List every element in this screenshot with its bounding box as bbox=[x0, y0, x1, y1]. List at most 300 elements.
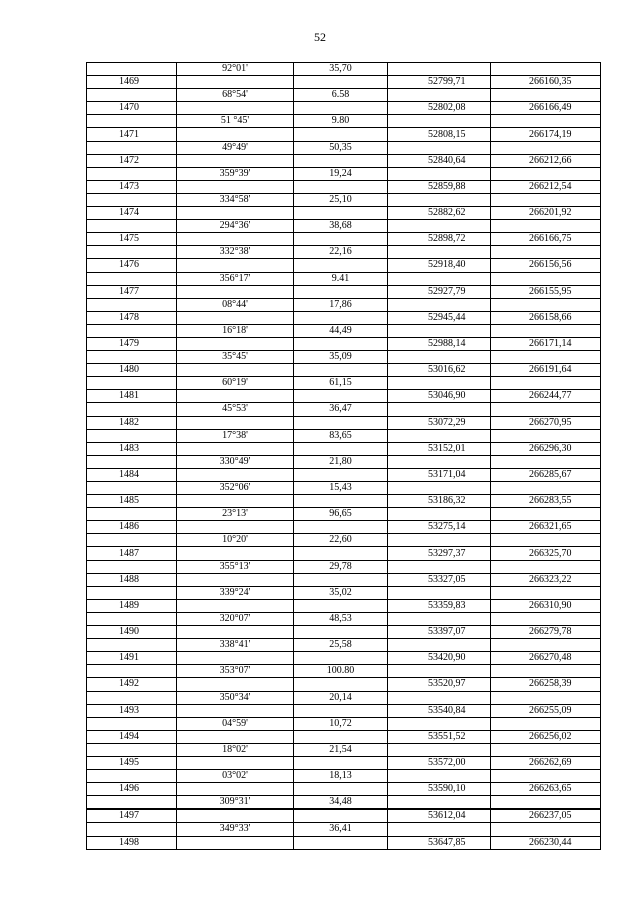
coordinate-x-cell: 266258,39 bbox=[491, 678, 601, 691]
segment-row bbox=[87, 115, 601, 128]
segment-distance-cell: 9.80 bbox=[294, 115, 388, 128]
point-blank-cell bbox=[177, 468, 294, 481]
segment-angle-cell: 356°17' bbox=[177, 272, 294, 285]
coordinate-y-cell: 52802,08 bbox=[388, 102, 491, 115]
point-row bbox=[87, 730, 601, 743]
segment-blank-cell bbox=[87, 377, 177, 390]
segment-blank-cell bbox=[388, 324, 491, 337]
coordinate-x-cell: 266321,65 bbox=[491, 521, 601, 534]
segment-distance-cell: 25,10 bbox=[294, 193, 388, 206]
segment-row bbox=[87, 560, 601, 573]
segment-angle-cell: 353°07' bbox=[177, 665, 294, 678]
point-number-cell: 1492 bbox=[87, 678, 177, 691]
segment-blank-cell bbox=[87, 220, 177, 233]
point-blank-cell bbox=[177, 678, 294, 691]
segment-distance-cell: 61,15 bbox=[294, 377, 388, 390]
point-blank-cell bbox=[177, 809, 294, 823]
segment-blank-cell bbox=[87, 429, 177, 442]
segment-blank-cell bbox=[388, 665, 491, 678]
segment-angle-cell: 08°44' bbox=[177, 298, 294, 311]
coordinate-y-cell: 53540,84 bbox=[388, 704, 491, 717]
coordinate-y-cell: 53612,04 bbox=[388, 809, 491, 823]
point-row bbox=[87, 102, 601, 115]
point-blank-cell bbox=[294, 783, 388, 796]
point-blank-cell bbox=[294, 468, 388, 481]
segment-blank-cell bbox=[491, 796, 601, 810]
point-row bbox=[87, 416, 601, 429]
point-number-cell: 1497 bbox=[87, 809, 177, 823]
segment-blank-cell bbox=[388, 482, 491, 495]
coordinate-y-cell: 53572,00 bbox=[388, 756, 491, 769]
segment-row bbox=[87, 429, 601, 442]
segment-blank-cell bbox=[87, 272, 177, 285]
segment-angle-cell: 49°49' bbox=[177, 141, 294, 154]
point-row bbox=[87, 547, 601, 560]
segment-distance-cell: 19,24 bbox=[294, 167, 388, 180]
segment-row bbox=[87, 351, 601, 364]
point-blank-cell bbox=[294, 495, 388, 508]
segment-row bbox=[87, 141, 601, 154]
point-number-cell: 1486 bbox=[87, 521, 177, 534]
point-blank-cell bbox=[177, 626, 294, 639]
coordinate-y-cell: 52918,40 bbox=[388, 259, 491, 272]
coordinate-y-cell: 52927,79 bbox=[388, 285, 491, 298]
segment-row bbox=[87, 534, 601, 547]
segment-blank-cell bbox=[491, 586, 601, 599]
segment-blank-cell bbox=[491, 560, 601, 573]
segment-row bbox=[87, 665, 601, 678]
segment-blank-cell bbox=[87, 612, 177, 625]
segment-angle-cell: 60°19' bbox=[177, 377, 294, 390]
coordinate-y-cell: 52859,88 bbox=[388, 180, 491, 193]
point-blank-cell bbox=[294, 416, 388, 429]
coordinate-y-cell: 52945,44 bbox=[388, 311, 491, 324]
coordinate-x-cell: 266155,95 bbox=[491, 285, 601, 298]
point-blank-cell bbox=[294, 521, 388, 534]
segment-blank-cell bbox=[388, 272, 491, 285]
point-blank-cell bbox=[177, 259, 294, 272]
coordinate-x-cell: 266325,70 bbox=[491, 547, 601, 560]
segment-blank-cell bbox=[87, 115, 177, 128]
point-number-cell: 1481 bbox=[87, 390, 177, 403]
segment-row bbox=[87, 691, 601, 704]
point-blank-cell bbox=[294, 809, 388, 823]
point-blank-cell bbox=[177, 390, 294, 403]
coordinate-y-cell: 53590,10 bbox=[388, 783, 491, 796]
segment-blank-cell bbox=[388, 377, 491, 390]
segment-distance-cell: 34,48 bbox=[294, 796, 388, 810]
segment-blank-cell bbox=[87, 89, 177, 102]
segment-row bbox=[87, 377, 601, 390]
segment-blank-cell bbox=[491, 823, 601, 836]
segment-angle-cell: 16°18' bbox=[177, 324, 294, 337]
segment-blank-cell bbox=[87, 482, 177, 495]
point-row bbox=[87, 390, 601, 403]
coordinate-y-cell: 53397,07 bbox=[388, 626, 491, 639]
segment-angle-cell: 10°20' bbox=[177, 534, 294, 547]
segment-row bbox=[87, 298, 601, 311]
segment-angle-cell: 35°45' bbox=[177, 351, 294, 364]
segment-row bbox=[87, 612, 601, 625]
coordinate-x-cell: 266244,77 bbox=[491, 390, 601, 403]
segment-row bbox=[87, 770, 601, 783]
coordinate-x-cell: 266230,44 bbox=[491, 836, 601, 849]
point-number-cell: 1498 bbox=[87, 836, 177, 849]
coordinate-y-cell: 53275,14 bbox=[388, 521, 491, 534]
segment-blank-cell bbox=[87, 141, 177, 154]
segment-distance-cell: 9.41 bbox=[294, 272, 388, 285]
segment-blank-cell bbox=[388, 246, 491, 259]
segment-blank-cell bbox=[491, 193, 601, 206]
segment-blank-cell bbox=[388, 743, 491, 756]
point-number-cell: 1487 bbox=[87, 547, 177, 560]
segment-blank-cell bbox=[388, 167, 491, 180]
segment-blank-cell bbox=[87, 560, 177, 573]
point-blank-cell bbox=[294, 102, 388, 115]
segment-blank-cell bbox=[388, 717, 491, 730]
segment-blank-cell bbox=[87, 298, 177, 311]
point-number-cell: 1472 bbox=[87, 154, 177, 167]
segment-blank-cell bbox=[87, 743, 177, 756]
segment-angle-cell: 18°02' bbox=[177, 743, 294, 756]
point-blank-cell bbox=[294, 311, 388, 324]
point-blank-cell bbox=[177, 573, 294, 586]
segment-distance-cell: 35,09 bbox=[294, 351, 388, 364]
segment-blank-cell bbox=[87, 403, 177, 416]
segment-distance-cell: 48,53 bbox=[294, 612, 388, 625]
point-number-cell: 1476 bbox=[87, 259, 177, 272]
point-blank-cell bbox=[177, 836, 294, 849]
segment-row bbox=[87, 272, 601, 285]
point-blank-cell bbox=[177, 102, 294, 115]
segment-distance-cell: 35,70 bbox=[294, 63, 388, 76]
coordinate-x-cell: 266166,49 bbox=[491, 102, 601, 115]
coordinate-y-cell: 53186,32 bbox=[388, 495, 491, 508]
point-blank-cell bbox=[177, 285, 294, 298]
point-number-cell: 1473 bbox=[87, 180, 177, 193]
point-number-cell: 1496 bbox=[87, 783, 177, 796]
segment-distance-cell: 22,60 bbox=[294, 534, 388, 547]
segment-blank-cell bbox=[491, 272, 601, 285]
point-number-cell: 1489 bbox=[87, 599, 177, 612]
coordinate-x-cell: 266270,48 bbox=[491, 652, 601, 665]
point-number-cell: 1479 bbox=[87, 337, 177, 350]
segment-distance-cell: 44,49 bbox=[294, 324, 388, 337]
segment-angle-cell: 51 °45' bbox=[177, 115, 294, 128]
segment-blank-cell bbox=[388, 298, 491, 311]
segment-blank-cell bbox=[87, 639, 177, 652]
segment-blank-cell bbox=[491, 220, 601, 233]
point-number-cell: 1469 bbox=[87, 76, 177, 89]
point-blank-cell bbox=[177, 180, 294, 193]
coordinate-x-cell: 266212,66 bbox=[491, 154, 601, 167]
point-blank-cell bbox=[294, 547, 388, 560]
coordinate-y-cell: 53420,90 bbox=[388, 652, 491, 665]
segment-blank-cell bbox=[491, 691, 601, 704]
segment-blank-cell bbox=[388, 63, 491, 76]
segment-blank-cell bbox=[87, 586, 177, 599]
segment-row bbox=[87, 639, 601, 652]
segment-angle-cell: 350°34' bbox=[177, 691, 294, 704]
point-blank-cell bbox=[294, 599, 388, 612]
segment-distance-cell: 100.80 bbox=[294, 665, 388, 678]
point-blank-cell bbox=[177, 233, 294, 246]
coordinate-x-cell: 266212,54 bbox=[491, 180, 601, 193]
point-number-cell: 1494 bbox=[87, 730, 177, 743]
point-number-cell: 1491 bbox=[87, 652, 177, 665]
point-row bbox=[87, 76, 601, 89]
point-blank-cell bbox=[177, 521, 294, 534]
point-blank-cell bbox=[294, 442, 388, 455]
point-blank-cell bbox=[177, 76, 294, 89]
segment-blank-cell bbox=[388, 141, 491, 154]
point-row bbox=[87, 337, 601, 350]
segment-row bbox=[87, 193, 601, 206]
segment-blank-cell bbox=[87, 193, 177, 206]
point-row bbox=[87, 521, 601, 534]
segment-blank-cell bbox=[87, 823, 177, 836]
segment-row bbox=[87, 482, 601, 495]
point-blank-cell bbox=[294, 730, 388, 743]
segment-angle-cell: 04°59' bbox=[177, 717, 294, 730]
coordinate-x-cell: 266256,02 bbox=[491, 730, 601, 743]
segment-blank-cell bbox=[388, 691, 491, 704]
segment-distance-cell: 36,41 bbox=[294, 823, 388, 836]
point-row bbox=[87, 573, 601, 586]
segment-blank-cell bbox=[87, 665, 177, 678]
segment-angle-cell: 17°38' bbox=[177, 429, 294, 442]
segment-blank-cell bbox=[87, 324, 177, 337]
coordinate-x-cell: 266255,09 bbox=[491, 704, 601, 717]
point-row bbox=[87, 678, 601, 691]
coordinate-x-cell: 266191,64 bbox=[491, 364, 601, 377]
segment-row bbox=[87, 63, 601, 76]
segment-row bbox=[87, 220, 601, 233]
segment-blank-cell bbox=[87, 351, 177, 364]
segment-angle-cell: 320°07' bbox=[177, 612, 294, 625]
point-row bbox=[87, 468, 601, 481]
point-blank-cell bbox=[294, 259, 388, 272]
segment-blank-cell bbox=[388, 89, 491, 102]
segment-blank-cell bbox=[87, 455, 177, 468]
coordinate-y-cell: 52808,15 bbox=[388, 128, 491, 141]
point-row bbox=[87, 364, 601, 377]
point-row bbox=[87, 704, 601, 717]
coordinate-x-cell: 266279,78 bbox=[491, 626, 601, 639]
segment-blank-cell bbox=[491, 482, 601, 495]
segment-distance-cell: 20,14 bbox=[294, 691, 388, 704]
coordinate-y-cell: 52988,14 bbox=[388, 337, 491, 350]
point-blank-cell bbox=[177, 128, 294, 141]
segment-angle-cell: 23°13' bbox=[177, 508, 294, 521]
point-row bbox=[87, 233, 601, 246]
segment-blank-cell bbox=[491, 429, 601, 442]
point-blank-cell bbox=[294, 756, 388, 769]
coordinate-x-cell: 266166,75 bbox=[491, 233, 601, 246]
point-blank-cell bbox=[177, 599, 294, 612]
segment-blank-cell bbox=[388, 193, 491, 206]
point-row bbox=[87, 599, 601, 612]
point-blank-cell bbox=[177, 730, 294, 743]
point-row bbox=[87, 442, 601, 455]
coordinate-y-cell: 52898,72 bbox=[388, 233, 491, 246]
segment-blank-cell bbox=[388, 351, 491, 364]
segment-row bbox=[87, 403, 601, 416]
coordinate-x-cell: 266160,35 bbox=[491, 76, 601, 89]
point-blank-cell bbox=[294, 207, 388, 220]
point-number-cell: 1478 bbox=[87, 311, 177, 324]
segment-distance-cell: 38,68 bbox=[294, 220, 388, 233]
segment-blank-cell bbox=[388, 403, 491, 416]
segment-blank-cell bbox=[491, 141, 601, 154]
point-blank-cell bbox=[294, 233, 388, 246]
segment-blank-cell bbox=[87, 691, 177, 704]
coordinate-x-cell: 266262,69 bbox=[491, 756, 601, 769]
point-number-cell: 1471 bbox=[87, 128, 177, 141]
segment-distance-cell: 6.58 bbox=[294, 89, 388, 102]
segment-blank-cell bbox=[388, 560, 491, 573]
point-row bbox=[87, 652, 601, 665]
point-blank-cell bbox=[294, 652, 388, 665]
point-blank-cell bbox=[294, 626, 388, 639]
coordinate-x-cell: 266270,95 bbox=[491, 416, 601, 429]
point-number-cell: 1493 bbox=[87, 704, 177, 717]
segment-blank-cell bbox=[491, 115, 601, 128]
point-row bbox=[87, 783, 601, 796]
segment-distance-cell: 22,16 bbox=[294, 246, 388, 259]
segment-blank-cell bbox=[388, 429, 491, 442]
coordinate-x-cell: 266285,67 bbox=[491, 468, 601, 481]
segment-angle-cell: 339°24' bbox=[177, 586, 294, 599]
coordinate-x-cell: 266171,14 bbox=[491, 337, 601, 350]
coordinate-y-cell: 53327,05 bbox=[388, 573, 491, 586]
point-row bbox=[87, 809, 601, 823]
segment-blank-cell bbox=[388, 586, 491, 599]
coordinate-y-cell: 53016,62 bbox=[388, 364, 491, 377]
segment-angle-cell: 359°39' bbox=[177, 167, 294, 180]
coordinate-x-cell: 266310,90 bbox=[491, 599, 601, 612]
segment-angle-cell: 355°13' bbox=[177, 560, 294, 573]
segment-blank-cell bbox=[87, 796, 177, 810]
segment-blank-cell bbox=[491, 665, 601, 678]
point-number-cell: 1484 bbox=[87, 468, 177, 481]
segment-blank-cell bbox=[491, 89, 601, 102]
point-blank-cell bbox=[294, 364, 388, 377]
segment-angle-cell: 334°58' bbox=[177, 193, 294, 206]
point-number-cell: 1483 bbox=[87, 442, 177, 455]
point-number-cell: 1470 bbox=[87, 102, 177, 115]
point-blank-cell bbox=[177, 416, 294, 429]
point-blank-cell bbox=[294, 678, 388, 691]
segment-blank-cell bbox=[491, 455, 601, 468]
coordinate-x-cell: 266283,55 bbox=[491, 495, 601, 508]
segment-blank-cell bbox=[87, 246, 177, 259]
segment-blank-cell bbox=[388, 455, 491, 468]
segment-row bbox=[87, 324, 601, 337]
coordinate-x-cell: 266263,65 bbox=[491, 783, 601, 796]
coordinate-y-cell: 53647,85 bbox=[388, 836, 491, 849]
point-blank-cell bbox=[177, 495, 294, 508]
point-blank-cell bbox=[294, 337, 388, 350]
segment-distance-cell: 18,13 bbox=[294, 770, 388, 783]
segment-blank-cell bbox=[87, 717, 177, 730]
segment-blank-cell bbox=[388, 115, 491, 128]
segment-distance-cell: 96,65 bbox=[294, 508, 388, 521]
point-blank-cell bbox=[177, 154, 294, 167]
point-row bbox=[87, 128, 601, 141]
segment-distance-cell: 10,72 bbox=[294, 717, 388, 730]
segment-row bbox=[87, 246, 601, 259]
segment-angle-cell: 92°01' bbox=[177, 63, 294, 76]
segment-blank-cell bbox=[491, 298, 601, 311]
segment-row bbox=[87, 796, 601, 810]
segment-blank-cell bbox=[491, 63, 601, 76]
point-row bbox=[87, 756, 601, 769]
segment-row bbox=[87, 743, 601, 756]
point-blank-cell bbox=[177, 311, 294, 324]
point-blank-cell bbox=[177, 207, 294, 220]
point-blank-cell bbox=[294, 285, 388, 298]
segment-distance-cell: 35,02 bbox=[294, 586, 388, 599]
point-blank-cell bbox=[177, 547, 294, 560]
point-blank-cell bbox=[294, 128, 388, 141]
coordinate-x-cell: 266174,19 bbox=[491, 128, 601, 141]
segment-angle-cell: 294°36' bbox=[177, 220, 294, 233]
segment-row bbox=[87, 717, 601, 730]
point-row bbox=[87, 626, 601, 639]
coordinate-x-cell: 266156,56 bbox=[491, 259, 601, 272]
point-row bbox=[87, 259, 601, 272]
segment-distance-cell: 21,80 bbox=[294, 455, 388, 468]
point-row bbox=[87, 311, 601, 324]
coordinate-y-cell: 53152,01 bbox=[388, 442, 491, 455]
segment-blank-cell bbox=[491, 717, 601, 730]
coordinate-x-cell: 266201,92 bbox=[491, 207, 601, 220]
coordinates-table bbox=[86, 62, 601, 850]
segment-blank-cell bbox=[87, 508, 177, 521]
coordinate-y-cell: 53072,29 bbox=[388, 416, 491, 429]
point-row bbox=[87, 180, 601, 193]
segment-blank-cell bbox=[388, 796, 491, 810]
point-number-cell: 1482 bbox=[87, 416, 177, 429]
segment-row bbox=[87, 167, 601, 180]
coordinate-y-cell: 52840,64 bbox=[388, 154, 491, 167]
point-blank-cell bbox=[177, 783, 294, 796]
segment-blank-cell bbox=[388, 639, 491, 652]
segment-angle-cell: 309°31' bbox=[177, 796, 294, 810]
segment-blank-cell bbox=[491, 639, 601, 652]
point-number-cell: 1488 bbox=[87, 573, 177, 586]
point-row bbox=[87, 154, 601, 167]
coordinate-x-cell: 266296,30 bbox=[491, 442, 601, 455]
segment-row bbox=[87, 89, 601, 102]
segment-blank-cell bbox=[491, 246, 601, 259]
point-number-cell: 1474 bbox=[87, 207, 177, 220]
point-blank-cell bbox=[294, 836, 388, 849]
segment-row bbox=[87, 508, 601, 521]
segment-row bbox=[87, 455, 601, 468]
segment-angle-cell: 352°06' bbox=[177, 482, 294, 495]
segment-angle-cell: 03°02' bbox=[177, 770, 294, 783]
segment-blank-cell bbox=[87, 167, 177, 180]
segment-blank-cell bbox=[388, 770, 491, 783]
coordinates-table-body bbox=[87, 63, 601, 850]
point-blank-cell bbox=[294, 704, 388, 717]
segment-blank-cell bbox=[491, 167, 601, 180]
segment-blank-cell bbox=[87, 770, 177, 783]
coordinate-y-cell: 53551,52 bbox=[388, 730, 491, 743]
segment-angle-cell: 68°54' bbox=[177, 89, 294, 102]
